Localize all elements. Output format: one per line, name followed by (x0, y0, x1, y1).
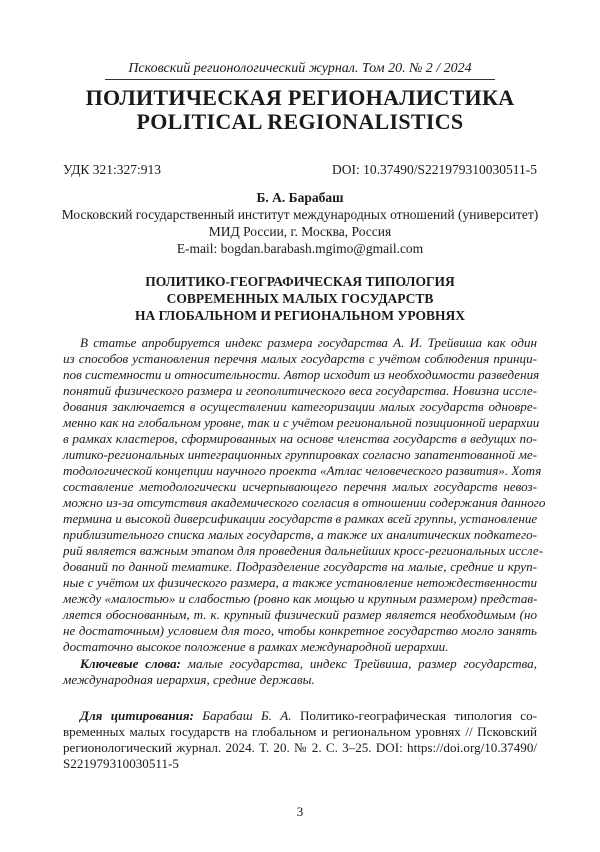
citation-author: Барабаш Б. А. (202, 708, 291, 723)
article-title-line: НА ГЛОБАЛЬНОМ И РЕГИОНАЛЬНОМ УРОВНЯХ (0, 308, 600, 324)
abstract-line: пов системности и относительности. Автор исходит из необходимости разведения (63, 367, 537, 383)
author-affiliation: Московский государственный институт международных отношений (университет) (0, 207, 600, 223)
citation-line[interactable]: регионологический журнал. 2024. Т. 20. № 2. С. 3–25. DOI: https://doi.org/10.37490/ (63, 740, 537, 756)
author-email[interactable]: E-mail: bogdan.barabash.mgimo@gmail.com (0, 241, 600, 257)
keywords-text: малые государства, индекс Трейвиша, размер государства, (188, 656, 537, 671)
section-title-en: POLITICAL REGIONALISTICS (0, 109, 600, 135)
citation-line (80, 708, 537, 724)
author-name: Б. А. Барабаш (0, 190, 600, 206)
abstract-line: не достаточным) условием для того, чтобы конкретное государство могло занять (63, 623, 537, 639)
abstract-line: дований по данной тематике. Подразделение государств на малые, средние и круп- (63, 559, 537, 575)
abstract-line: менно как на глобальном уровне, так и с учётом региональной позиционной иерархии (63, 415, 537, 431)
udc-code: УДК 321:327:913 (63, 162, 161, 178)
running-header: Псковский регионологический журнал. Том 20. № 2 / 2024 (0, 61, 600, 77)
abstract-line: понятий физического размера и геополитического веса государства. Новизна иссле- (63, 383, 537, 399)
keywords-line (80, 656, 537, 672)
abstract-line: ляется обоснованным, т. к. крупный физический размер является необходимым (но (63, 607, 537, 623)
citation-line: временных малых государств на глобальном и региональном уровнях // Псковский (63, 724, 537, 740)
abstract-line: рий является важным этапом для проведения дальнейших кросс-региональных иссле- (63, 543, 537, 559)
abstract-line: составление методологически исчерпывающего перечня малых государств невоз- (63, 479, 537, 495)
doi: DOI: 10.37490/S221979310030511-5 (332, 162, 537, 178)
abstract-line: из способов установления перечня малых государств с учётом соблюдения принци- (63, 351, 537, 367)
abstract-line: дования заключается в осуществлении категоризации малых государств одновре- (63, 399, 537, 415)
abstract-line: достаточно высокое положение в рамках международной иерархии. (63, 639, 537, 655)
keywords-label: Ключевые слова: (80, 656, 181, 671)
author-affiliation-location: МИД России, г. Москва, Россия (0, 224, 600, 240)
abstract-line: в рамках кластеров, сформированных на основе членства государств в ведущих по- (63, 431, 537, 447)
abstract-line: можно из-за отсутствия академического согласия в отношении содержания данного (63, 495, 537, 511)
abstract-line: термина и высокой диверсификации государств в рамках всей группы, установление (63, 511, 537, 527)
header-rule (105, 79, 495, 80)
citation-label: Для цитирования: (80, 708, 194, 723)
abstract-line: В статье апробируется индекс размера государства А. И. Трейвиша как один (80, 335, 537, 351)
abstract-line: литико-региональных интеграционных группировках согласно запатентованной ме- (63, 447, 537, 463)
abstract-line: ные с учётом их физического размера, а также установление нетождественности (63, 575, 537, 591)
article-title-line: ПОЛИТИКО-ГЕОГРАФИЧЕСКАЯ ТИПОЛОГИЯ (0, 274, 600, 290)
page-number: 3 (0, 804, 600, 820)
citation-text: Политико-географическая типология со- (300, 708, 537, 723)
citation-line[interactable]: S221979310030511-5 (63, 756, 537, 772)
article-title-line: СОВРЕМЕННЫХ МАЛЫХ ГОСУДАРСТВ (0, 291, 600, 307)
abstract-line: приблизительного списка малых государств, а также их аналитических подкатего- (63, 527, 537, 543)
keywords-line: международная иерархия, средние державы. (63, 672, 537, 688)
section-title-ru: ПОЛИТИЧЕСКАЯ РЕГИОНАЛИСТИКА (0, 85, 600, 111)
abstract-line: тодологической концепции научного проекта «Атлас человеческого развития». Хотя (63, 463, 537, 479)
abstract-line: между «малостью» и слабостью (ровно как мощью и крупным размером) представ- (63, 591, 537, 607)
